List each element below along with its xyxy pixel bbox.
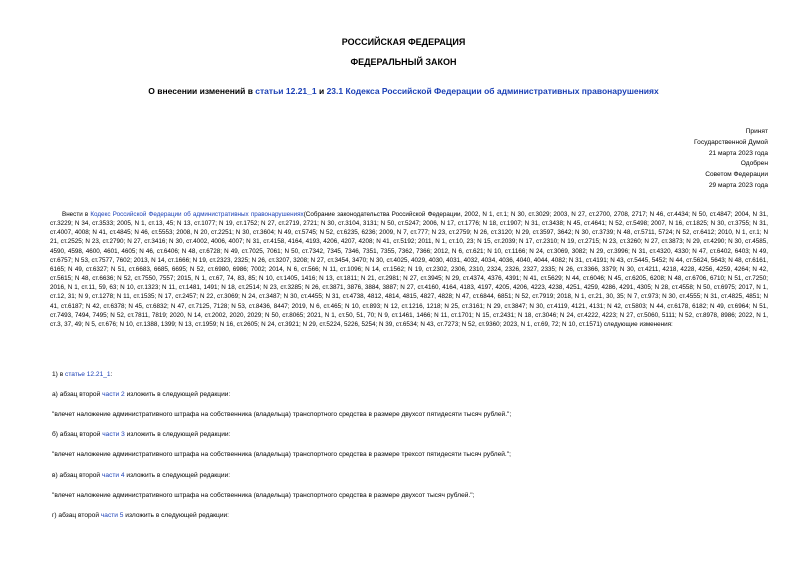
acceptance-line: 29 марта 2023 года: [708, 181, 768, 189]
subitem-c-suffix: изложить в следующей редакции:: [124, 472, 231, 479]
subitem-a-prefix: а) абзац второй: [52, 391, 103, 398]
acceptance-line: Одобрен: [740, 160, 768, 168]
quote-b: "влечет наложение административного штрафа на собственника (владельца) транспортного средства в размере трехсот пятидесяти тысяч рублей.";: [52, 451, 511, 458]
subitem-d-prefix: г) абзац второй: [52, 512, 101, 519]
quote-a: "влечет наложение административного штрафа на собственника (владельца) транспортного средства в размере двухсот пятидесяти тысяч рублей.";: [52, 411, 512, 418]
subitem-b-link[interactable]: части 3: [102, 431, 125, 438]
law-title-link-article-12-21-1[interactable]: статьи 12.21_1: [255, 86, 317, 96]
subitem-a-suffix: изложить в следующей редакции:: [124, 391, 231, 398]
law-title: [0, 86, 807, 96]
acceptance-line: Советом Федерации: [705, 171, 768, 179]
header-law-type: ФЕДЕРАЛЬНЫЙ ЗАКОН: [350, 57, 457, 67]
subitem-a: [52, 391, 230, 398]
article-1-paragraph: [50, 210, 768, 329]
article-1-prefix: Внести в: [62, 211, 91, 218]
subitem-c-link[interactable]: части 4: [101, 472, 125, 479]
subitem-a-link[interactable]: части 2: [102, 391, 125, 398]
subitem-d-link[interactable]: части 5: [100, 512, 124, 519]
acceptance-line: 21 марта 2023 года: [708, 149, 768, 157]
acceptance-line: Государственной Думой: [694, 138, 768, 146]
subitem-d-suffix: изложить в следующей редакции:: [123, 512, 230, 519]
acceptance-line: Принят: [745, 128, 768, 135]
law-title-link-article-23-1[interactable]: 23.1 Кодекса Российской Федерации об административных правонарушениях: [326, 86, 659, 96]
quote-c: "влечет наложение административного штрафа на собственника (владельца) транспортного средства в размере двухсот тысяч рублей.";: [52, 492, 475, 499]
item-1-suffix: :: [110, 371, 113, 378]
subitem-b-prefix: б) абзац второй: [52, 431, 103, 438]
item-1-link[interactable]: статье 12.21_1: [65, 371, 111, 378]
subitem-c-prefix: в) абзац второй: [52, 472, 102, 479]
item-1-prefix: 1) в: [52, 371, 66, 378]
acceptance-block: [694, 127, 768, 192]
header-country: РОССИЙСКАЯ ФЕДЕРАЦИЯ: [341, 37, 466, 47]
article-1-text: (Собрание законодательства Российской Федерации, 2002, N 1, ст.1; N 30, ст.3029; 2003, N 27, ст.2700, 2708, 2717; N 46, ст.4434; N 50, ст.4847; 2004, N 31, ст.3229; N 34, ст.3533; 2005, N 1, ст.13, 45; N 13, ст.1077; N 19, ст.1752; N 27, ст.2719, 2721; N 30, ст.3104, 3131; N 50, ст.5247; 2006, N 17, ст.1776; N 18, ст.1907; N 31, ст.3438; N 45, ст.4641; N 52, ст.5498; 2007, N 16, ст.1825; N 30, ст.3755; N 31, ст.4007, 4008; N 41, ст.4845; N 46, ст.5553; 2008, N 20, ст.2251; N 30, ст.3604; N 49, ст.5745; N 52, ст.6235, 6236; 2009, N 7, ст.777; N 23, ст.2759; N 26, ст.3120; N 29, ст.3597, 3642; N 30, ст.3739; N 48, ст.5711, 5724; N 52, ст.6412; 2010, N 1, ст.1; N 21, ст.2525; N 23, ст.2790; N 27, ст.3416; N 30, ст.4002, 4006, 4007; N 31, ст.4158, 4164, 4193, 4206, 4207, 4208; N 41, ст.5192; 2011, N 1, ст.10, 23; N 15, ст.2039; N 17, ст.2310; N 19, ст.2715; N 23, ст.3260; N 27, ст.3873; N 29, ст.4290; N 30, ст.4585, 4590, 4598, 4600, 4601, 4605; N 46, ст.6406; N 48, ст.6728; N 49, ст.7025, 7061; N 50, ст.7342, 7345, 7346, 7351, 7355, 7362, 7366; 2012, N 6, ст.621; N 10, ст.1166; N 24, ст.3069, 3082; N 29, ст.3996; N 31, ст.4320, 4330; N 47, ст.6402, 6403; N 49, ст.6757; N 53, ст.7577, 7602; 2013, N 14, ст.1666; N 19, ст.2323, 2325; N 26, ст.3207, 3208; N 27, ст.3454, 3470; N 30, ст.4025, 4029, 4030, 4031, 4032, 4034, 4036, 4040, 4044, 4082; N 31, ст.4191; N 43, ст.5445, 5452; N 44, ст.5624, 5643; N 48, ст.6161, 6165; N 49, ст.6327; N 51, ст.6683, 6685, 6695; N 52, ст.6980, 6986; 7002; 2014, N 6, ст.566; N 11, ст.1096; N 14, ст.1562; N 19, ст.2302, 2306, 2310, 2324, 2326, 2327, 2335; N 26, ст.3366, 3379; N 30, ст.4211, 4218, 4228, 4256, 4259, 4264; N 42, ст.5615; N 48, ст.6636; N 52, ст.7550, 7557; 2015, N 1, ст.67, 74, 83, 85; N 10, ст.1405, 1416; N 13, ст.1811; N 21, ст.2981; N 27, ст.3945; N 29, ст.4374, 4376, 4391; N 41, ст.5629; N 44, ст.6046; N 45, ст.6205, 6208; N 48, ст.6706, 6710; N 51, ст.7250; 2016, N 1, ст.11, 59, 63; N 10, ст.1323; N 11, ст.1481, 1491; N 18, ст.2514; N 23, ст.3285; N 26, ст.3871, 3876, 3884, 3887; N 27, ст.4160, 4164, 4183, 4197, 4205, 4206, 4223, 4238, 4251, 4259, 4286, 4291, 4305; N 28, ст.4558; N 50, ст.6975; 2017, N 1, ст.12, 31; N 9, ст.1278; N 11, ст.1535; N 17, ст.2457; N 22, ст.3069; N 24, ст.3487; N 30, ст.4455; N 31, ст.4738, 4812, 4814, 4815, 4827, 4828; N 47, ст.6844, 6851; N 52, ст.7919; 2018, N 1, ст.21, 30, 35; N 7, ст.973; N 30, ст.4555; N 31, ст.4825, 4851; N 41, ст.6187; N 42, ст.6378; N 45, ст.6832; N 47, ст.7125, 7128; N 53, ст.8436, 8447; 2019, N 6, ст.465; N 10, ст.893; N 12, ст.1216, 1218; N 25, ст.3161; N 29, ст.3847; N 30, ст.4119, 4121, 4131; N 42, ст.5803; N 44, ст.6178, 6182; N 49, ст.6964; N 51, ст.7493, 7494, 7495; N 52, ст.7811, 7819; 2020, N 14, ст.2002, 2020, 2029; N 50, ст.8065; 2021, N 1, ст.50, 51, 70; N 9, ст.1461, 1466; N 11, ст.1701; N 15, ст.2431; N 18, ст.3046; N 24, ст.4222, 4223; N 27, ст.5060, 5111; N 52, ст.8978, 8986; 2022, N 1, ст.3, 37, 49; N 5, ст.676; N 10, ст.1388, 1399; N 13, ст.1959; N 16, ст.2605; N 24, ст.3921; N 29, ст.5224, 5226, 5254; N 39, ст.6534; N 43, ст.7273; N 52, ст.9360; 2023, N 1, ст.69, 72; N 10, ст.1571) следующие изменения:: [50, 211, 768, 328]
subitem-b-suffix: изложить в следующей редакции:: [124, 431, 231, 438]
subitem-b: [52, 431, 230, 438]
law-title-prefix: О внесении изменений в: [148, 86, 256, 96]
item-1: [52, 371, 112, 378]
law-title-mid: и: [316, 86, 327, 96]
subitem-c: [52, 472, 230, 479]
subitem-d: [52, 512, 229, 519]
code-link[interactable]: Кодекс Российской Федерации об административных правонарушениях: [90, 211, 304, 218]
